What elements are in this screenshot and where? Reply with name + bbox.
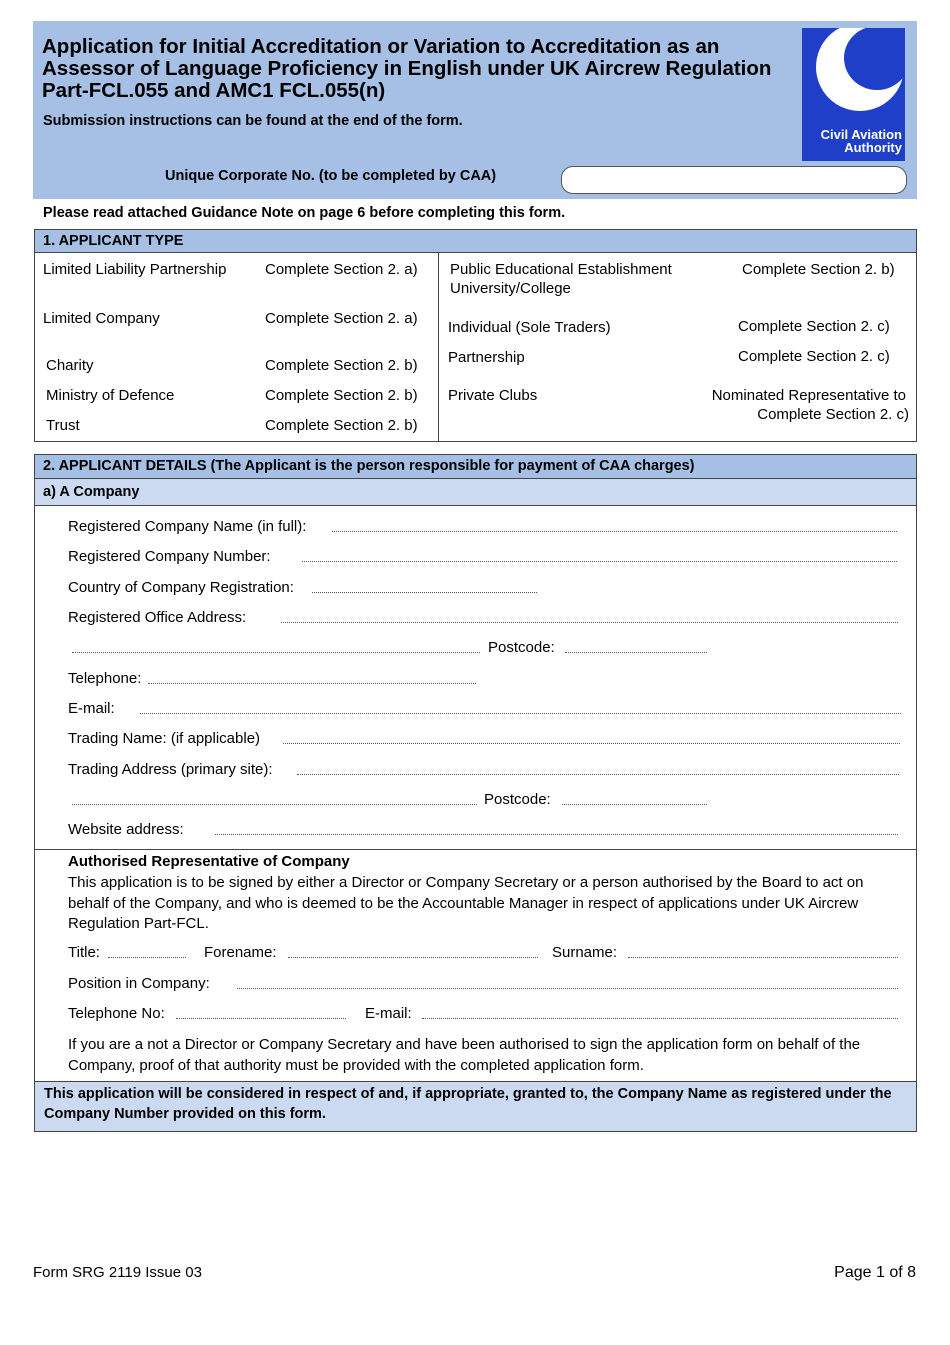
company-name-field[interactable] [332, 531, 897, 532]
trading-postcode-field[interactable] [562, 804, 707, 805]
type-mod-action: Complete Section 2. b) [265, 387, 418, 404]
column-divider [438, 253, 439, 441]
type-university: University/College [450, 280, 571, 297]
type-trust-action: Complete Section 2. b) [265, 417, 418, 434]
trading-postcode-label: Postcode: [484, 791, 551, 808]
title-label: Title: [68, 944, 100, 961]
logo-text-line1: Civil Aviation [820, 127, 902, 142]
ucn-input[interactable] [561, 166, 907, 194]
type-llp[interactable]: Limited Liability Partnership [43, 261, 227, 278]
country-label: Country of Company Registration: [68, 579, 294, 596]
trading-name-label: Trading Name: (if applicable) [68, 730, 261, 747]
rep-telephone-field[interactable] [176, 1018, 346, 1019]
country-field[interactable] [312, 592, 537, 593]
ucn-label: Unique Corporate No. (to be completed by CAA) [165, 168, 497, 184]
company-number-field[interactable] [302, 561, 897, 562]
title-field[interactable] [108, 957, 186, 958]
section2a-title: a) A Company [34, 478, 917, 506]
submission-note: Submission instructions can be found at the end of the form. [43, 113, 463, 129]
office-postcode-label: Postcode: [488, 639, 555, 656]
website-label: Website address: [68, 821, 184, 838]
auth-rep-heading: Authorised Representative of Company [68, 853, 350, 870]
type-mod[interactable]: Ministry of Defence [46, 387, 175, 404]
forename-label: Forename: [204, 944, 277, 961]
form-id: Form SRG 2119 Issue 03 [33, 1264, 202, 1281]
rep-telephone-label: Telephone No: [68, 1005, 165, 1022]
rep-email-field[interactable] [422, 1018, 898, 1019]
surname-label: Surname: [552, 944, 618, 961]
type-limited-company-action: Complete Section 2. a) [265, 310, 418, 327]
rep-email-label: E-mail: [365, 1005, 412, 1022]
form-title: Application for Initial Accreditation or Variation to Accreditation as an Assessor of Language Proficiency in English under UK Aircrew Regulation Part-FCL.055 and AMC1 FCL.055(n) [42, 35, 772, 102]
surname-field[interactable] [628, 957, 898, 958]
telephone-label: Telephone: [68, 670, 142, 687]
email-label: E-mail: [68, 700, 115, 717]
email-field[interactable] [140, 713, 901, 714]
auth-rep-note: If you are a not a Director or Company Secretary and have been authorised to sign the application form on behalf of the Company, proof of that authority must be provided with the completed application form. [68, 1036, 861, 1074]
office-address-label: Registered Office Address: [68, 609, 247, 626]
type-private-clubs-action1: Nominated Representative to [711, 387, 906, 404]
type-private-clubs[interactable]: Private Clubs [448, 387, 538, 404]
type-limited-company[interactable]: Limited Company [43, 310, 160, 327]
type-individual-action: Complete Section 2. c) [738, 318, 890, 335]
section2-title: 2. APPLICANT DETAILS (The Applicant is the person responsible for payment of CAA charges) [34, 454, 917, 479]
type-trust[interactable]: Trust [46, 417, 80, 434]
office-address-line2-field[interactable] [72, 652, 480, 653]
forename-field[interactable] [288, 957, 538, 958]
page-number: Page 1 of 8 [834, 1264, 916, 1281]
type-public-education[interactable]: Public Educational Establishment [450, 261, 672, 278]
trading-address-label: Trading Address (primary site): [68, 761, 273, 778]
divider [34, 849, 917, 850]
trading-address-line2-field[interactable] [72, 804, 477, 805]
position-field[interactable] [237, 988, 898, 989]
type-individual[interactable]: Individual (Sole Traders) [448, 319, 611, 336]
type-partnership-action: Complete Section 2. c) [738, 348, 890, 365]
trading-name-field[interactable] [283, 743, 900, 744]
type-private-clubs-action2: Complete Section 2. c) [757, 406, 909, 423]
position-label: Position in Company: [68, 975, 210, 992]
auth-rep-intro: This application is to be signed by either a Director or Company Secretary or a person authorised by the Board to act on behalf of the Company, and who is deemed to be the Accountable Manager in respect of applications under UK Aircrew Regulation Part-FCL. [68, 874, 864, 932]
logo-ring-hole [844, 28, 905, 90]
type-public-education-action: Complete Section 2. b) [742, 261, 895, 278]
office-postcode-field[interactable] [565, 652, 707, 653]
company-notice: This application will be considered in respect of and, if appropriate, granted to, the Company Name as registered under the Company Number provided on this form. [34, 1081, 917, 1132]
guidance-note: Please read attached Guidance Note on page 6 before completing this form. [43, 205, 566, 221]
company-name-label: Registered Company Name (in full): [68, 518, 307, 535]
company-number-label: Registered Company Number: [68, 548, 271, 565]
trading-address-field[interactable] [297, 774, 899, 775]
type-partnership[interactable]: Partnership [448, 349, 525, 366]
type-charity[interactable]: Charity [46, 357, 94, 374]
section1-title: 1. APPLICANT TYPE [34, 229, 917, 253]
website-field[interactable] [215, 834, 898, 835]
logo-text-line2: Authority [844, 140, 902, 155]
caa-logo [802, 28, 905, 161]
office-address-field[interactable] [281, 622, 898, 623]
type-llp-action: Complete Section 2. a) [265, 261, 418, 278]
telephone-field[interactable] [148, 683, 476, 684]
type-charity-action: Complete Section 2. b) [265, 357, 418, 374]
